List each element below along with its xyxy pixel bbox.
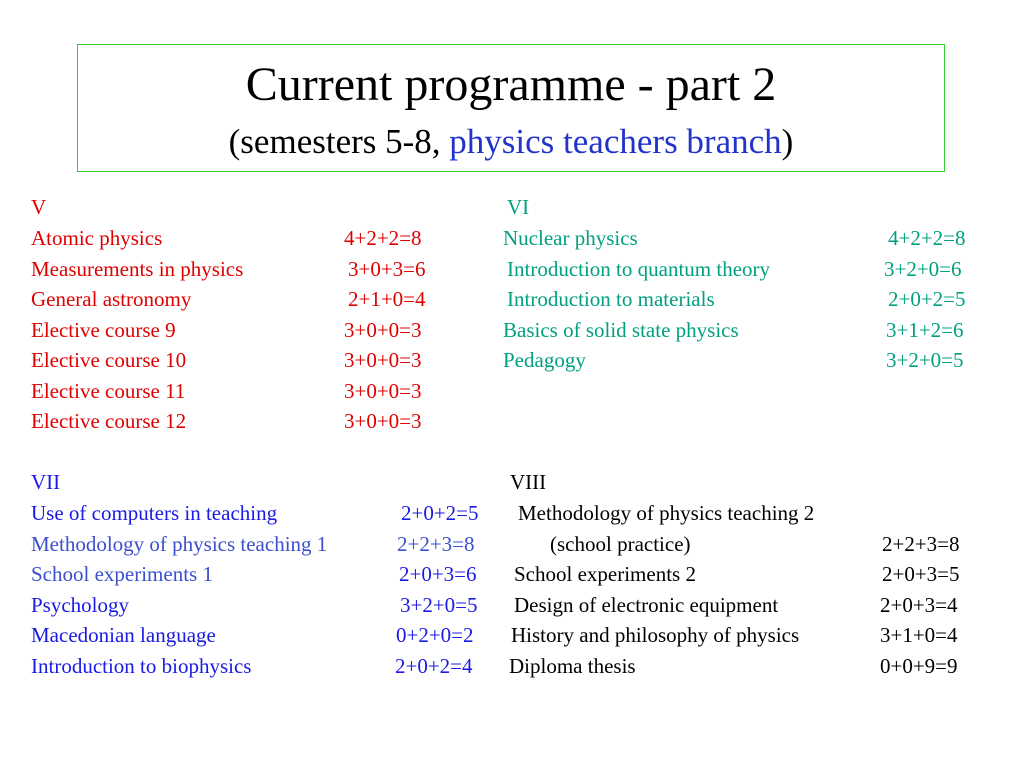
course-credits: 2+0+3=6 (399, 562, 477, 586)
course-name: Macedonian language (31, 623, 216, 647)
course-name: History and philosophy of physics (511, 623, 800, 647)
course-name: Diploma thesis (509, 654, 636, 678)
course-name: Basics of solid state physics (503, 318, 739, 342)
semester-viii-heading: VIII (510, 470, 547, 494)
page-title: Current programme - part 2 (245, 58, 777, 111)
course-name: Use of computers in teaching (31, 501, 278, 525)
course-credits: 3+0+0=3 (344, 379, 422, 403)
course-credits: 3+2+0=6 (884, 257, 962, 281)
course-credits: 2+2+3=8 (397, 532, 475, 556)
course-credits: 4+2+2=8 (888, 226, 966, 250)
course-name: Introduction to biophysics (31, 654, 252, 678)
course-credits: 0+2+0=2 (396, 623, 474, 647)
course-name: Introduction to materials (507, 287, 715, 311)
course-subtitle: (school practice) (550, 532, 691, 556)
semester-v-heading: V (31, 195, 47, 219)
semester-vi-heading: VI (507, 195, 530, 219)
course-name: Psychology (31, 593, 130, 617)
course-name: Nuclear physics (503, 226, 638, 250)
semester-vii-heading: VII (31, 470, 61, 494)
course-credits: 2+2+3=8 (882, 532, 960, 556)
course-name: Methodology of physics teaching 1 (31, 532, 328, 556)
course-name: School experiments 1 (31, 562, 213, 586)
course-credits: 3+1+2=6 (886, 318, 964, 342)
course-name: Elective course 11 (31, 379, 186, 403)
course-credits: 2+0+2=4 (395, 654, 473, 678)
course-credits: 3+0+0=3 (344, 348, 422, 372)
course-credits: 2+0+3=5 (882, 562, 960, 586)
course-name: School experiments 2 (514, 562, 696, 586)
course-name: Introduction to quantum theory (507, 257, 771, 281)
course-name: Atomic physics (31, 226, 163, 250)
subtitle-prefix: (semesters 5-8, (228, 122, 450, 161)
page-subtitle (78, 121, 944, 163)
course-credits: 3+1+0=4 (880, 623, 958, 647)
subtitle-suffix: ) (781, 122, 794, 161)
course-credits: 3+0+3=6 (348, 257, 426, 281)
course-name: Elective course 10 (31, 348, 187, 372)
course-name: Elective course 9 (31, 318, 176, 342)
course-credits: 2+0+3=4 (880, 593, 958, 617)
course-credits: 4+2+2=8 (344, 226, 422, 250)
course-credits: 3+0+0=3 (344, 409, 422, 433)
course-name: Design of electronic equipment (514, 593, 779, 617)
title-box (77, 44, 945, 172)
course-credits: 0+0+9=9 (880, 654, 958, 678)
course-name: Measurements in physics (31, 257, 244, 281)
course-name: Elective course 12 (31, 409, 187, 433)
course-name: General astronomy (31, 287, 192, 311)
course-name: Methodology of physics teaching 2 (518, 501, 815, 525)
subtitle-highlight: physics teachers branch (449, 122, 782, 161)
course-name: Pedagogy (503, 348, 586, 372)
course-credits: 3+0+0=3 (344, 318, 422, 342)
course-credits: 3+2+0=5 (886, 348, 964, 372)
course-credits: 3+2+0=5 (400, 593, 478, 617)
course-credits: 2+0+2=5 (888, 287, 966, 311)
course-credits: 2+1+0=4 (348, 287, 426, 311)
course-credits: 2+0+2=5 (401, 501, 479, 525)
